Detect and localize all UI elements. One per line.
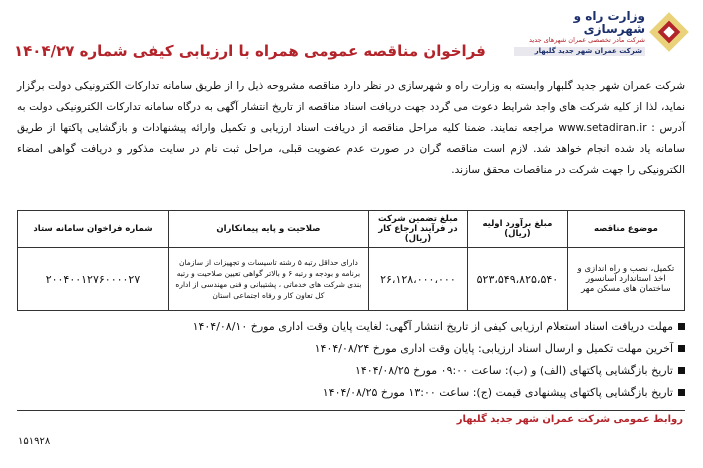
footer-credit: روابط عمومی شرکت عمران شهر جدید گلبهار [456, 414, 683, 425]
ministry-name: وزارت راه و شهرسازی [573, 9, 645, 37]
tender-table [17, 210, 685, 311]
deadline-text: تاریخ بازگشایی پاکتهای پیشنهادی قیمت (ج): ساعت ۱۳:۰۰ مورخ ۱۴۰۴/۰۸/۲۵ [322, 386, 673, 399]
cell-guarantee: ۲۶،۱۲۸،۰۰۰،۰۰۰ [368, 248, 467, 311]
header-subject: موضوع مناقصه [567, 211, 684, 248]
footer-divider [17, 410, 685, 411]
cell-subject: تکمیل، نصب و راه اندازی و اخذ استاندارد آسانسور ساختمان های مسکن مهر [567, 248, 684, 311]
header-qualification: صلاحیت و پایه پیمانکاران [168, 211, 368, 248]
header-estimate: مبلغ برآورد اولیه (ریال) [468, 211, 568, 248]
intro-paragraph: شرکت عمران شهر جدید گلبهار وابسته به وزارت راه و شهرسازی در نظر دارد مناقصه مشروحه ذیل را از طریق سامانه تدارکات الکترونیکی دولت برگزار نماید، لذا از کلیه شرکت های واجد شرایط دعوت می گردد جهت دریافت اسناد مناقصه از تاریخ انتشار آگهی به درگاه سامانه تدارکات الکترونیکی دولت به آدرس : www.setadiran.ir مراجعه نمایند. ضمنا کلیه مراحل مناقصه از دریافت اسناد ارزیابی و تکمیل وارائه پیشنهادات و بازگشایی پاکتها از طریق سامانه یاد شده انجام خواهد شد. لازم است مناقصه گران در صورت عدم عضویت قبلی، مراحل ثبت نام در سایت مذکور و دریافت گواهی امضاء الکترونیکی را جهت شرکت در مناقصات محقق سازند. [17, 80, 685, 176]
ministry-emblem-icon [649, 12, 689, 52]
list-item [17, 316, 685, 338]
header-guarantee: مبلغ تضمین شرکت در فرآیند ارجاع کار (ریال) [368, 211, 467, 248]
agency-name: شرکت مادر تخصصی عمران شهرهای جدید [528, 36, 645, 45]
table-header-row [18, 211, 685, 248]
cell-estimate: ۵۲۳،۵۴۹،۸۲۵،۵۴۰ [468, 248, 568, 311]
list-item [17, 382, 685, 404]
square-bullet-icon [678, 323, 685, 330]
square-bullet-icon [678, 345, 685, 352]
list-item [17, 338, 685, 360]
reference-number: ۱۵۱۹۲۸ [18, 436, 51, 447]
deadline-text: مهلت دریافت اسناد استعلام ارزیابی کیفی از تاریخ انتشار آگهی: لغایت پایان وقت اداری مورخ ۱۴۰۴/۰۸/۱۰ [192, 320, 673, 333]
deadline-text: تاریخ بازگشایی پاکتهای (الف) و (ب): ساعت ۰۹:۰۰ مورخ ۱۴۰۴/۰۸/۲۵ [354, 364, 673, 377]
cell-setad-number: ۲۰۰۴۰۰۱۲۷۶۰۰۰۰۲۷ [18, 248, 169, 311]
square-bullet-icon [678, 389, 685, 396]
cell-qualification: دارای حداقل رتبه ۵ رشته تاسیسات و تجهیزات از سازمان برنامه و بودجه و رتبه ۶ و بالاتر گواهی تعیین صلاحیت و رتبه بندی شرکت های خدماتی ، پشتیبانی و فنی مهندسی از اداره کل تعاون کار و رفاه اجتماعی استان [168, 248, 368, 311]
header-setad-number: شماره فراخوان سامانه ستاد [18, 211, 169, 248]
deadline-list [17, 316, 685, 404]
deadline-text: آخرین مهلت تکمیل و ارسال اسناد ارزیابی: پایان وقت اداری مورخ ۱۴۰۴/۰۸/۲۴ [314, 342, 673, 355]
table-row [18, 248, 685, 311]
notice-title: فراخوان مناقصه عمومی همراه با ارزیابی کیفی شماره ۱۴۰۴/۲۷ [14, 42, 486, 60]
company-name: شرکت عمران شهر جدید گلبهار [514, 47, 645, 57]
header-logo [514, 10, 689, 58]
square-bullet-icon [678, 367, 685, 374]
list-item [17, 360, 685, 382]
